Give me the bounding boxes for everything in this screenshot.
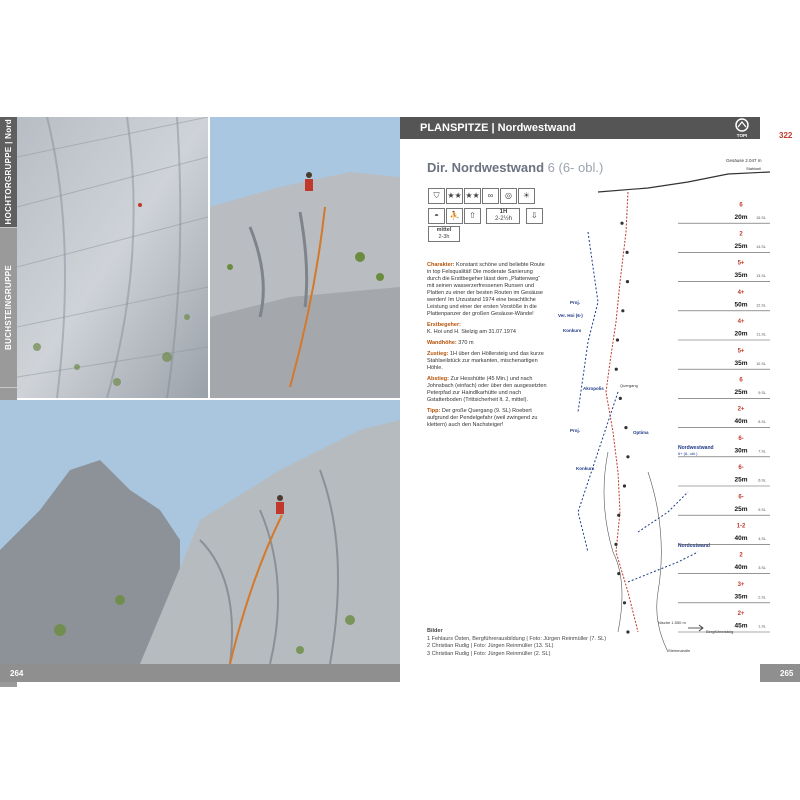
pitch-number: 6.SL [758, 478, 766, 483]
pitch-length: 50m [734, 301, 748, 309]
caption-line: 3 Christian Rudig | Foto: Jürgen Reinmüller (2. SL) [427, 650, 551, 657]
belay-station [620, 222, 623, 225]
climber-icon: ⇧ [464, 208, 481, 224]
right-page-footer-bar [760, 664, 800, 682]
pitch-grade: 5+ [737, 260, 745, 267]
descent-badge: mittel 2-3h [428, 226, 460, 242]
chapter-header [400, 117, 760, 139]
label-proj-2: Proj. [570, 428, 581, 433]
pitch-number: 12.SL [756, 303, 766, 308]
tab-hochtorgruppe [0, 117, 17, 228]
caption-line: 1 Fehlaurs Östen, Bergführerausbildung | Foto: Jürgen Reinmüller (7. SL) [427, 635, 607, 642]
pitch-number: 1.SL [758, 624, 766, 629]
photo-wall-climber-3 [0, 400, 400, 664]
label-ver-hoi: Ver. Hoi (6-) [558, 313, 583, 318]
photo-slab-climber-1 [17, 117, 208, 398]
route-topo-diagram [558, 152, 770, 672]
pitch-length: 25m [734, 243, 748, 251]
pitch-grade: 6 [739, 377, 743, 384]
pitch-number: 9.SL [758, 391, 766, 396]
belay-station [621, 309, 624, 312]
pitch-length: 45m [734, 622, 748, 630]
belay-station [619, 397, 622, 400]
captions-title: Bilder [427, 628, 443, 634]
pitch-number: 3.SL [758, 566, 766, 571]
para-zustieg: Zustieg: 1H über den Höllersteig und das kurze Stahlseilstück zur markanten, mischenartigen Höhle. [427, 351, 544, 371]
shield-icon: ⛉ [428, 188, 445, 204]
pitch-number: 10.SL [756, 361, 766, 366]
pitch-number: 15.SL [756, 215, 766, 220]
pitch-length: 40m [734, 418, 748, 426]
belay-station [624, 426, 627, 429]
topo-logo [732, 117, 752, 139]
belay-station [626, 455, 629, 458]
belay-station [623, 601, 626, 604]
approach-time-badge: 1H 2-2½h [486, 208, 520, 224]
pitch-number: 5.SL [758, 507, 766, 512]
pitch-grade: 1-2 [736, 523, 746, 530]
pitch-length: 30m [734, 447, 748, 455]
label-konkurs-2: Konkurs [576, 466, 595, 471]
logo-text: TOPI [736, 133, 748, 138]
para-tipp: Tipp: Der große Quergang (9. SL) Roebert aufgrund der Pendelgefahr (weil zwingend zu klettern) auch den Nachsteiger! [427, 408, 538, 428]
sun-icon: ☀ [518, 188, 535, 204]
page-number-left: 264 [10, 669, 24, 678]
pitch-length: 20m [734, 213, 748, 221]
page-number-top: 322 [779, 131, 793, 140]
rope-icon: ◎ [500, 188, 517, 204]
label-quergang: Quergang [620, 383, 638, 388]
header-title: PLANSPITZE | Nordwestwand [420, 122, 576, 134]
pitch-grade: 6- [738, 465, 744, 472]
label-nordostwand: Nordostwand [678, 543, 710, 549]
pitch-number: 11.SL [756, 332, 766, 337]
pitch-length: 35m [734, 272, 748, 280]
pitch-grade: 6- [738, 435, 744, 442]
belay-station [617, 514, 620, 517]
label-nordwestwand: Nordwestwand [678, 445, 714, 451]
pitch-grade: 2 [739, 552, 743, 559]
label-einstieg: Bergführersteig [706, 629, 734, 634]
pitch-grade: 6- [738, 494, 744, 501]
pitch-length: 40m [734, 564, 748, 572]
label-nordwestwand-grade: 6+ (6- obl.) [678, 451, 698, 456]
route-description [427, 262, 547, 433]
pitch-number: 14.SL [756, 245, 766, 250]
stahlseil-label: Stahlseil [746, 166, 762, 171]
para-charakter: Charakter: Konstant schöne und beliebte Route in top Felsqualität! Die moderate Sanierung durch die Ersttbegeher lässt dem „Plattenweg“ mit seinen wasserzerfressenen Runsen und Platten zu einer der besten Routen im Gesäuse werden! Im Urzustand 1974 eine beachtliche Leistung und einer der ersten Vorstöße in die Plattenpanzer der großen Gesäuse-Wände! [427, 262, 545, 317]
page-number-bottom: 265 [780, 669, 794, 678]
left-page-footer-bar [0, 664, 400, 682]
belay-station [616, 338, 619, 341]
para-erstbegeher: Erstbegeher: K. Hoi und H. Stelzig am 31.07.1974 [427, 322, 516, 335]
pitch-length: 35m [734, 359, 748, 367]
quickdraw-icon: ∞ [482, 188, 499, 204]
hiker-icon: ⛹ [446, 208, 463, 224]
belay-station [623, 484, 626, 487]
pitch-length: 25m [734, 505, 748, 513]
pitch-number: 13.SL [756, 274, 766, 279]
pitch-grade: 4+ [737, 289, 745, 296]
pitch-grade: 4+ [737, 319, 745, 326]
stars-icon: ★★ [464, 188, 481, 204]
pitch-number: 8.SL [758, 420, 766, 425]
para-wandhoehe: Wandhöhe: 370 m [427, 340, 474, 346]
pitch-length: 40m [734, 535, 748, 543]
photo-slab-climber-2 [210, 117, 400, 398]
label-nische: Nische 1.550 m [658, 620, 686, 625]
belay-station [615, 368, 618, 371]
pitch-grade: 2 [739, 231, 743, 238]
pitch-length: 20m [734, 330, 748, 338]
caption-line: 2 Christian Rudig | Foto: Jürgen Reinmüller (13. SL) [427, 643, 554, 649]
pitch-length: 35m [734, 593, 748, 601]
label-konkurs: Konkurs [563, 328, 582, 333]
para-abstieg: Abstieg: Zur Hesshütte (45 Min.) und nach Johnsbach (einfach) oder über den ausgesetzten Peterpfad zur Haindlkarhütte und nach Gstatterboden (Trittsicherheit lt. 2, mittel). [427, 376, 547, 403]
label-steinmandln: Steinmandln [668, 648, 691, 653]
pitch-number: 7.SL [758, 449, 766, 454]
summit-label: Gesäuse 2.047 m [726, 158, 762, 163]
route-grade: 6 (6- obl.) [547, 160, 604, 175]
descent-icon: ⇩ [526, 208, 543, 224]
pitch-grade: 6 [739, 202, 743, 209]
belay-station [625, 251, 628, 254]
pitch-grade: 5+ [737, 348, 745, 355]
stars-icon: ★★ [446, 188, 463, 204]
pitch-grade: 3+ [737, 581, 745, 588]
pitch-grade: 2+ [737, 611, 745, 618]
helmet-icon: ◓ [428, 208, 445, 224]
route-icon-grid [428, 188, 552, 244]
tab-buchsteingruppe [0, 227, 17, 388]
label-proj: Proj. [570, 300, 581, 305]
tab-label: HOCHTORGRUPPE | Nord [4, 119, 13, 225]
route-name: Dir. Nordwestwand [427, 160, 545, 175]
belay-station [617, 572, 620, 575]
belay-station [614, 543, 617, 546]
pitch-number: 2.SL [758, 595, 766, 600]
pitch-length: 25m [734, 389, 748, 397]
pitch-length: 25m [734, 476, 748, 484]
pitch-number: 4.SL [758, 537, 766, 542]
belay-station [626, 280, 629, 283]
belay-station [626, 630, 629, 633]
tab-label: BUCHSTEINGRUPPE [4, 264, 13, 350]
label-akropolis: Akropolis [583, 386, 604, 391]
label-optima: Optima [633, 430, 649, 435]
pitch-grade: 2+ [737, 406, 745, 413]
